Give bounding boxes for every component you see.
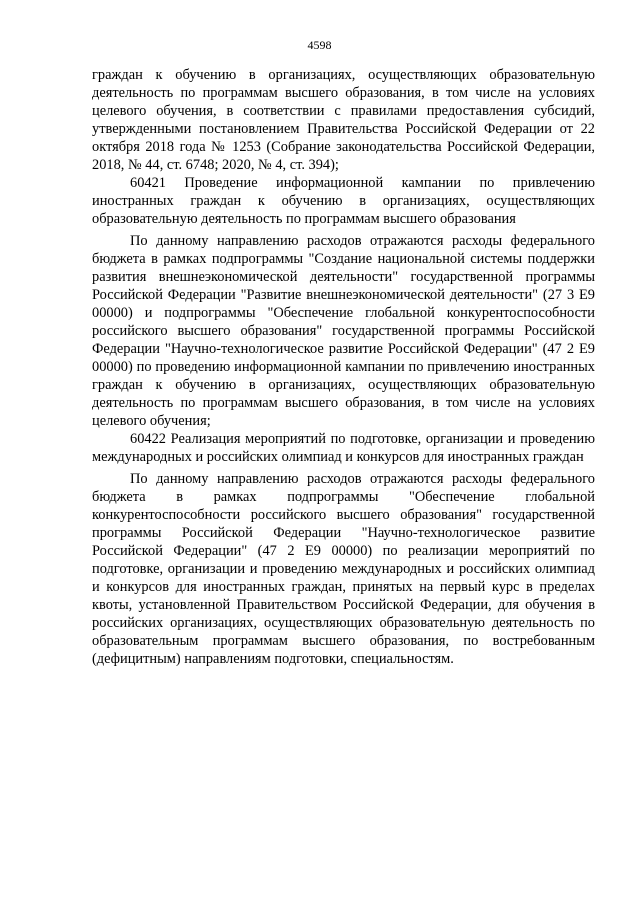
- paragraph-description-60421: По данному направлению расходов отражаются расходы федерального бюджета в рамках подпрограммы "Создание национальной системы поддержки развития внешнеэкономической деятельности" государственной программы Российской Федерации "Развитие внешнеэкономической деятельности" (27 3 E9 00000) и подпрограммы "Обеспечение глобальной конкурентоспособности российского высшего образования" государственной программы Российской Федерации "Научно-технологическое развитие Российской Федерации" (47 2 E9 00000) по проведению информационной кампании по привлечению иностранных граждан к обучению в организациях, осуществляющих образовательную деятельность по программам высшего образования, в том числе на условиях целевого обучения;: [92, 233, 595, 429]
- document-body: [92, 66, 595, 668]
- paragraph-item-60421: 60421 Проведение информационной кампании по привлечению иностранных граждан к обучению в организациях, осуществляющих образовательную деятельность по программам высшего образования: [92, 175, 595, 227]
- paragraph-description-60422: По данному направлению расходов отражаются расходы федерального бюджета в рамках подпрограммы "Обеспечение глобальной конкурентоспособности российского высшего образования" государственной программы Российской Федерации "Научно-технологическое развитие Российской Федерации" (47 2 E9 00000) по реализации мероприятий по подготовке, организации и проведению международных и российских олимпиад и конкурсов для иностранных граждан, принятых на первый курс в пределах квоты, установленной Правительством Российской Федерации, для обучения в российских организациях, осуществляющих образовательную деятельность по образовательным программам высшего образования, по востребованным (дефицитным) направлениям подготовки, специальностям.: [92, 471, 595, 667]
- paragraph-continuation: граждан к обучению в организациях, осуществляющих образовательную деятельность по программам высшего образования, в том числе на условиях целевого обучения, в соответствии с правилами предоставления субсидий, утвержденными постановлением Правительства Российской Федерации от 22 октября 2018 года № 1253 (Собрание законодательства Российской Федерации, 2018, № 44, ст. 6748; 2020, № 4, ст. 394);: [92, 67, 595, 173]
- paragraph-item-60422: 60422 Реализация мероприятий по подготовке, организации и проведению международных и российских олимпиад и конкурсов для иностранных граждан: [92, 431, 595, 465]
- page-number: 4598: [307, 38, 332, 52]
